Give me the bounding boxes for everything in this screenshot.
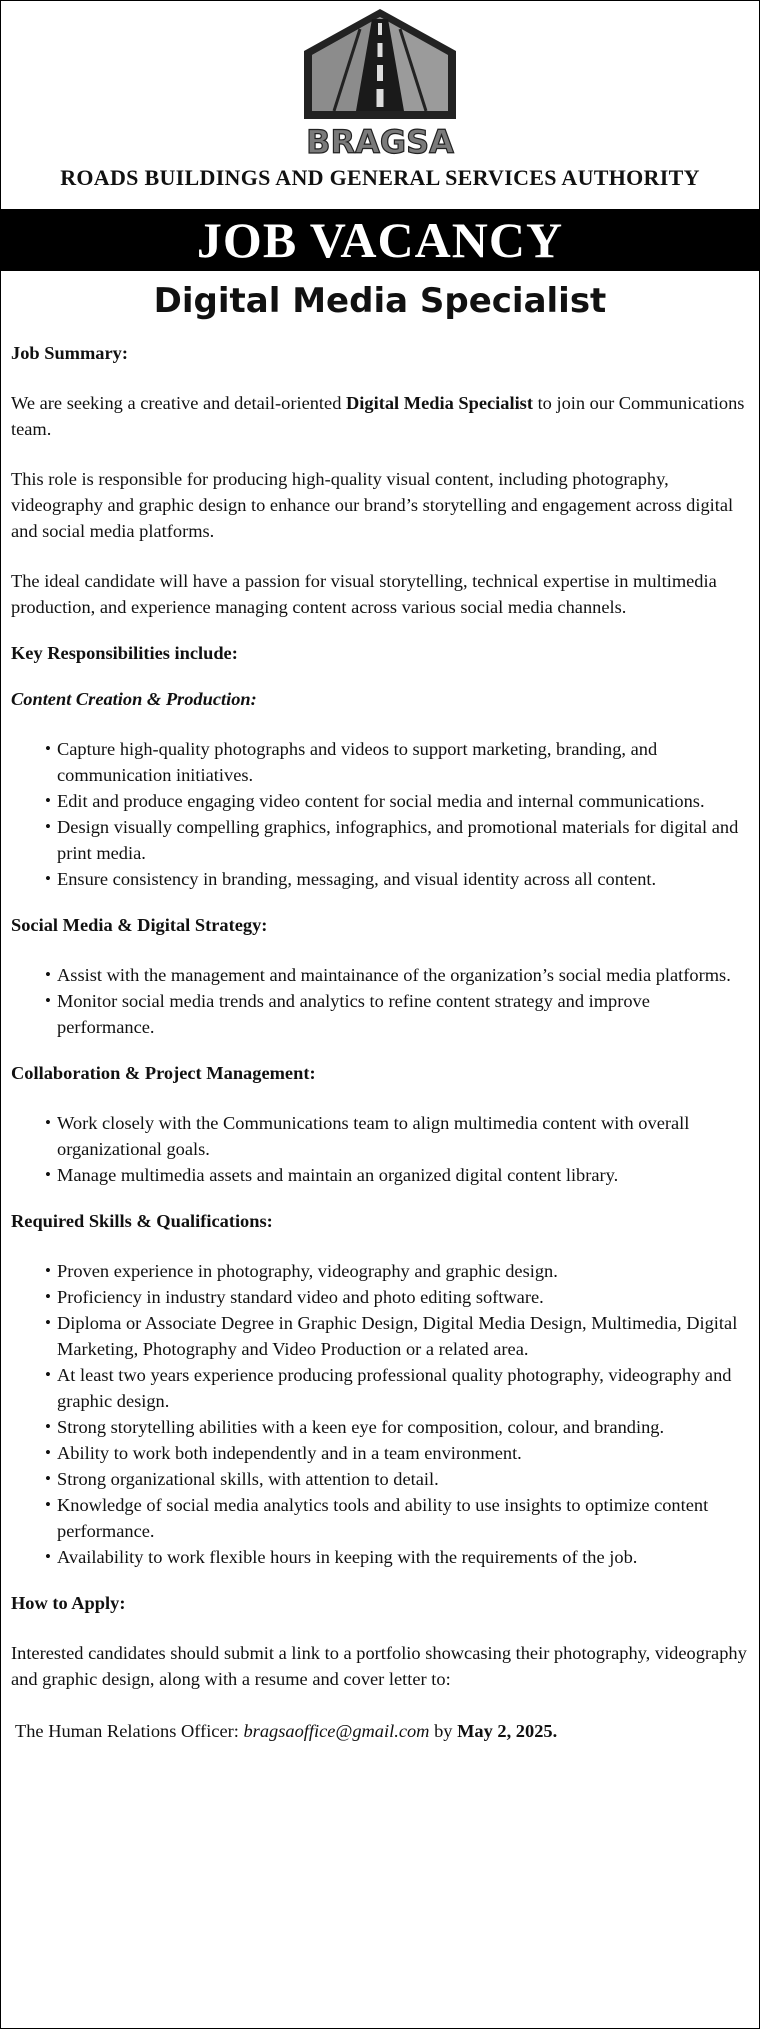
content-creation-heading: Content Creation & Production: [11,689,257,709]
job-summary-heading: Job Summary: [11,343,128,363]
summary-p1-text-end: to join our Communications team. [11,393,745,439]
skills-list [11,1258,747,1570]
list-item: • Work closely with the Communications team to align multimedia content with overall organizational goals. [11,1110,747,1162]
social-media-list [11,962,747,1040]
key-responsibilities-heading: Key Responsibilities include: [11,643,238,663]
organization-name: ROADS BUILDINGS AND GENERAL SERVICES AUTHORITY [60,165,700,190]
summary-p1-bold: Digital Media Specialist [346,393,533,413]
contact-label: The Human Relations Officer: [15,1721,244,1741]
contact-email-link[interactable]: bragsaoffice@gmail.com [243,1721,430,1741]
job-vacancy-banner: JOB VACANCY [1,209,759,271]
list-item: • Manage multimedia assets and maintain an organized digital content library. [11,1162,747,1188]
how-to-apply-heading: How to Apply: [11,1593,126,1613]
list-item: • Diploma or Associate Degree in Graphic Design, Digital Media Design, Multimedia, Digital Marketing, Photography and Video Production or a related area. [11,1310,747,1362]
bragsa-road-house-logo-icon [300,7,460,161]
collaboration-list [11,1110,747,1188]
list-item: • Design visually compelling graphics, infographics, and promotional materials for digital and print media. [11,814,747,866]
list-item: • Availability to work flexible hours in keeping with the requirements of the job. [11,1544,747,1570]
logo [1,7,759,161]
application-deadline: May 2, 2025. [457,1721,558,1741]
summary-paragraph-1 [11,390,747,442]
list-item: • Proficiency in industry standard video and photo editing software. [11,1284,747,1310]
job-title: Digital Media Specialist [153,281,607,321]
required-skills-heading: Required Skills & Qualifications: [11,1211,273,1231]
collaboration-heading: Collaboration & Project Management: [11,1063,316,1083]
list-item: • Strong organizational skills, with attention to detail. [11,1466,747,1492]
list-item: • Ability to work both independently and in a team environment. [11,1440,747,1466]
list-item: • Strong storytelling abilities with a keen eye for composition, colour, and branding. [11,1414,747,1440]
list-item: • Edit and produce engaging video content for social media and internal communications. [11,788,747,814]
contact-line [11,1718,747,1744]
content-creation-list [11,736,747,892]
list-item: • Proven experience in photography, videography and graphic design. [11,1258,747,1284]
list-item: • Assist with the management and maintainance of the organization’s social media platforms. [11,962,747,988]
summary-paragraph-3: The ideal candidate will have a passion for visual storytelling, technical expertise in multimedia production, and experience managing content across various social media channels. [11,571,717,617]
list-item: • Ensure consistency in branding, messaging, and visual identity across all content. [11,866,747,892]
list-item: • Knowledge of social media analytics tools and ability to use insights to optimize content performance. [11,1492,747,1544]
how-to-apply-text: Interested candidates should submit a link to a portfolio showcasing their photography, videography and graphic design, along with a resume and cover letter to: [11,1643,747,1689]
contact-by: by [429,1721,458,1741]
vacancy-body [11,340,747,1744]
list-item: • At least two years experience producing professional quality photography, videography and graphic design. [11,1362,747,1414]
list-item: • Capture high-quality photographs and videos to support marketing, branding, and communication initiatives. [11,736,747,788]
list-item: • Monitor social media trends and analytics to refine content strategy and improve performance. [11,988,747,1040]
logo-text: BRAGSA [306,123,454,161]
summary-p1-text: We are seeking a creative and detail-oriented [11,393,346,413]
social-media-heading: Social Media & Digital Strategy: [11,915,268,935]
summary-paragraph-2: This role is responsible for producing high-quality visual content, including photography, videography and graphic design to enhance our brand’s storytelling and engagement across digital and social media platforms. [11,469,734,541]
